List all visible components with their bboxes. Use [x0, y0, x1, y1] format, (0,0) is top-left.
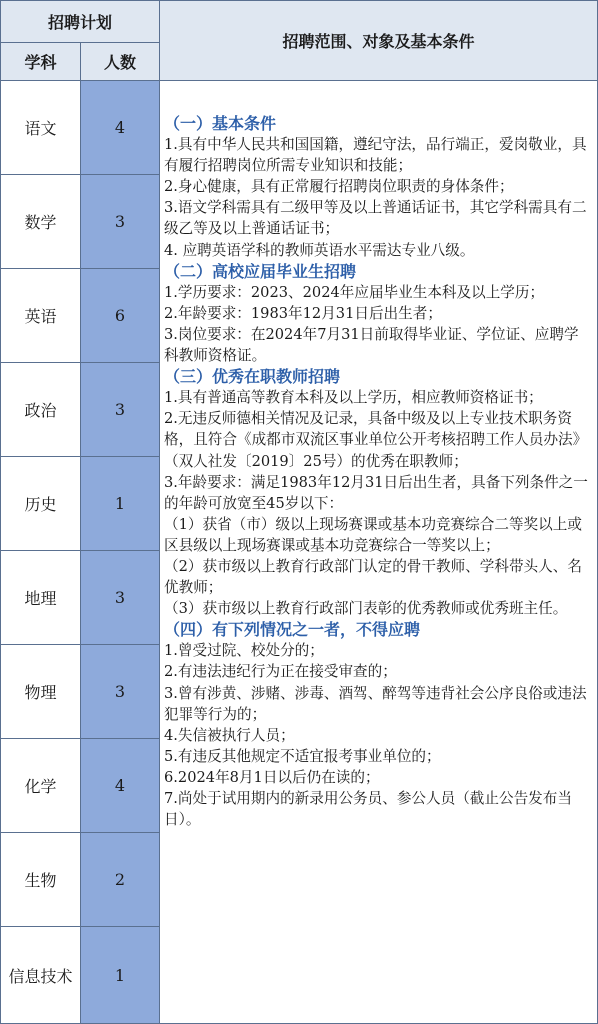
subject-cell: 英语 [1, 269, 81, 363]
condition-item: 3.年龄要求：满足1983年12月31日后出生者，具备下列条件之一的年龄可放宽至45岁以下： [164, 473, 588, 512]
subject-cell: 历史 [1, 457, 81, 551]
condition-item: 3.岗位要求：在2024年7月31日前取得毕业证、学位证、应聘学科教师资格证。 [164, 325, 579, 365]
section-title: （三）优秀在职教师招聘 [164, 367, 341, 387]
subject-cell: 信息技术 [1, 927, 81, 1023]
subject-header: 学科 [1, 43, 81, 81]
condition-item: 7.尚处于试用期内的新录用公务员、参公人员（截止公告发布当日）。 [164, 790, 572, 829]
subject-cell: 地理 [1, 551, 81, 645]
subject-cell: 生物 [1, 833, 81, 927]
condition-item: （3）获市级以上教育行政部门表彰的优秀教师或优秀班主任。 [164, 600, 568, 618]
subject-cell: 物理 [1, 645, 81, 739]
scope-header: 招聘范围、对象及基本条件 [160, 1, 597, 81]
condition-item: 2.无违反师德相关情况及记录，具备中级及以上专业技术职务资格，且符合《成都市双流区事业单位公开考核招聘工作人员办法》（双人社发〔2019〕25号）的优秀在职教师； [164, 410, 588, 470]
condition-item: （2）获市级以上教育行政部门认定的骨干教师、学科带头人、名优教师； [164, 557, 582, 597]
count-cell: 4 [81, 739, 160, 833]
count-cell: 3 [81, 363, 160, 457]
section-title: （四）有下列情况之一者，不得应聘 [164, 620, 421, 640]
subject-cell: 数学 [1, 175, 81, 269]
subject-cell: 政治 [1, 363, 81, 457]
condition-item: 1.曾受过院、校处分的； [164, 642, 324, 660]
section-title: （二）高校应届毕业生招聘 [164, 261, 357, 281]
count-cell: 3 [81, 645, 160, 739]
condition-item: 2.年龄要求：1983年12月31日后出生者； [164, 304, 442, 322]
count-cell: 2 [81, 833, 160, 927]
count-cell: 3 [81, 551, 160, 645]
count-cell: 1 [81, 457, 160, 551]
count-header: 人数 [81, 43, 160, 81]
subject-cell: 化学 [1, 739, 81, 833]
count-cell: 4 [81, 81, 160, 175]
subject-cell: 语文 [1, 81, 81, 175]
condition-item: 5.有违反其他规定不适宜报考事业单位的； [164, 747, 441, 765]
section-title: （一）基本条件 [164, 114, 277, 133]
condition-item: 4. 应聘英语学科的教师英语水平需达专业八级。 [164, 241, 475, 259]
condition-item: 1.学历要求：2023、2024年应届毕业生本科及以上学历； [164, 283, 545, 301]
count-cell: 6 [81, 269, 160, 363]
condition-item: （1）获省（市）级以上现场赛课或基本功竞赛综合二等奖以上或区县级以上现场赛课或基本功竞赛综合一等奖以上； [164, 515, 582, 554]
conditions-panel [160, 81, 597, 1023]
condition-item: 1.具有中华人民共和国国籍，遵纪守法，品行端正，爱岗敬业，具有履行招聘岗位所需专业知识和技能； [164, 136, 587, 175]
condition-item: 3.语文学科需具有二级甲等及以上普通话证书，其它学科需具有二级乙等及以上普通话证书； [164, 199, 587, 238]
condition-item: 4.失信被执行人员； [164, 726, 295, 744]
condition-item: 3.曾有涉黄、涉赌、涉毒、酒驾、醉驾等违背社会公序良俗或违法犯罪等行为的； [164, 684, 587, 723]
condition-item: 2.身心健康，具有正常履行招聘岗位职责的身体条件； [164, 178, 514, 196]
condition-item: 1.具有普通高等教育本科及以上学历，相应教师资格证书； [164, 389, 543, 407]
plan-title: 招聘计划 [1, 1, 160, 43]
condition-item: 2.有违法违纪行为正在接受审查的； [164, 663, 397, 681]
count-cell: 3 [81, 175, 160, 269]
condition-item: 6.2024年8月1日以后仍在读的； [164, 768, 380, 786]
count-cell: 1 [81, 927, 160, 1023]
